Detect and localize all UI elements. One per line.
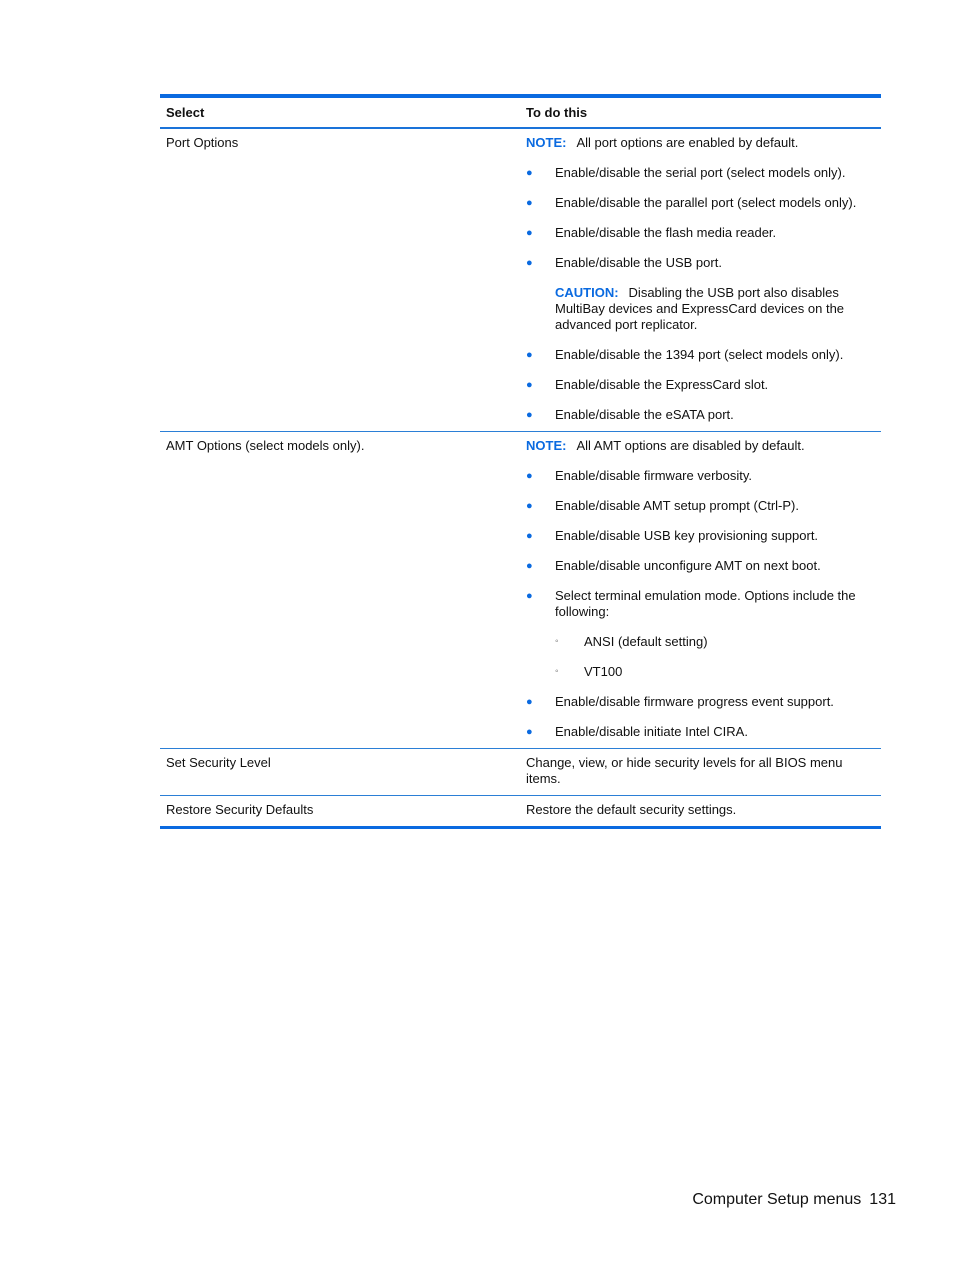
circle-bullet-icon: ◦ [555,636,559,647]
row-label: Set Security Level [166,755,271,770]
footer-section: Computer Setup menus [692,1191,862,1208]
bullet-icon: ● [526,257,533,269]
bullet-icon: ● [526,349,533,361]
header-to-do-this: To do this [526,105,588,120]
caution [555,285,875,333]
list-item: ● Enable/disable initiate Intel CIRA. [526,724,748,739]
list-item: ● Select terminal emulation mode. Options include the following: [526,588,856,619]
row-label: Restore Security Defaults [166,802,314,817]
bullet-icon: ● [526,470,533,482]
bullet-icon: ● [526,530,533,542]
row-label: Port Options [166,135,239,150]
note-text: All port options are enabled by default. [576,135,799,150]
list-item: ● Enable/disable unconfigure AMT on next boot. [526,558,821,573]
bullet-icon: ● [526,500,533,512]
note [526,135,875,151]
caution-label: CAUTION: [555,285,619,300]
page-number: 131 [869,1191,896,1208]
header-select: Select [166,105,205,120]
list-item: ● Enable/disable the parallel port (select models only). [526,195,857,210]
bullet-icon: ● [526,560,533,572]
bullet-icon: ● [526,726,533,738]
list-item: ● Enable/disable the ExpressCard slot. [526,377,769,392]
note-label: NOTE: [526,135,567,150]
list-item: ● Enable/disable the flash media reader. [526,225,777,240]
list-item: ● Enable/disable USB key provisioning support. [526,528,819,543]
caution-text: Disabling the USB port also disables MultiBay devices and ExpressCard devices on the advanced port replicator. [555,285,845,332]
sub-list-item: ◦ ANSI (default setting) [555,634,708,649]
list-item: ● Enable/disable firmware verbosity. [526,468,753,483]
bullet-icon: ● [526,696,533,708]
table-row [160,796,881,826]
table-header [160,98,881,129]
row-label: AMT Options (select models only). [166,438,365,453]
list-item: ● Enable/disable the 1394 port (select models only). [526,347,844,362]
row-description [520,432,881,748]
bullet-icon: ● [526,167,533,179]
note [526,438,875,454]
page-footer [684,1191,896,1209]
note-text: All AMT options are disabled by default. [576,438,805,453]
bullet-icon: ● [526,409,533,421]
settings-table [160,94,881,829]
circle-bullet-icon: ◦ [555,666,559,677]
note-label: NOTE: [526,438,567,453]
row-description [520,129,881,431]
table-row [160,129,881,432]
table-row [160,749,881,796]
bullet-icon: ● [526,590,533,602]
row-description: Change, view, or hide security levels for all BIOS menu items. [526,755,843,786]
row-description: Restore the default security settings. [526,802,737,817]
list-item: ● Enable/disable AMT setup prompt (Ctrl-P). [526,498,799,513]
bullet-icon: ● [526,227,533,239]
list-item: ● Enable/disable firmware progress event support. [526,694,834,709]
list-item: ● Enable/disable the USB port. [526,255,722,270]
bullet-icon: ● [526,197,533,209]
bullet-icon: ● [526,379,533,391]
list-item: ● Enable/disable the eSATA port. [526,407,734,422]
list-item: ● Enable/disable the serial port (select models only). [526,165,846,180]
sub-list-item: ◦ VT100 [555,664,623,679]
table-row [160,432,881,749]
